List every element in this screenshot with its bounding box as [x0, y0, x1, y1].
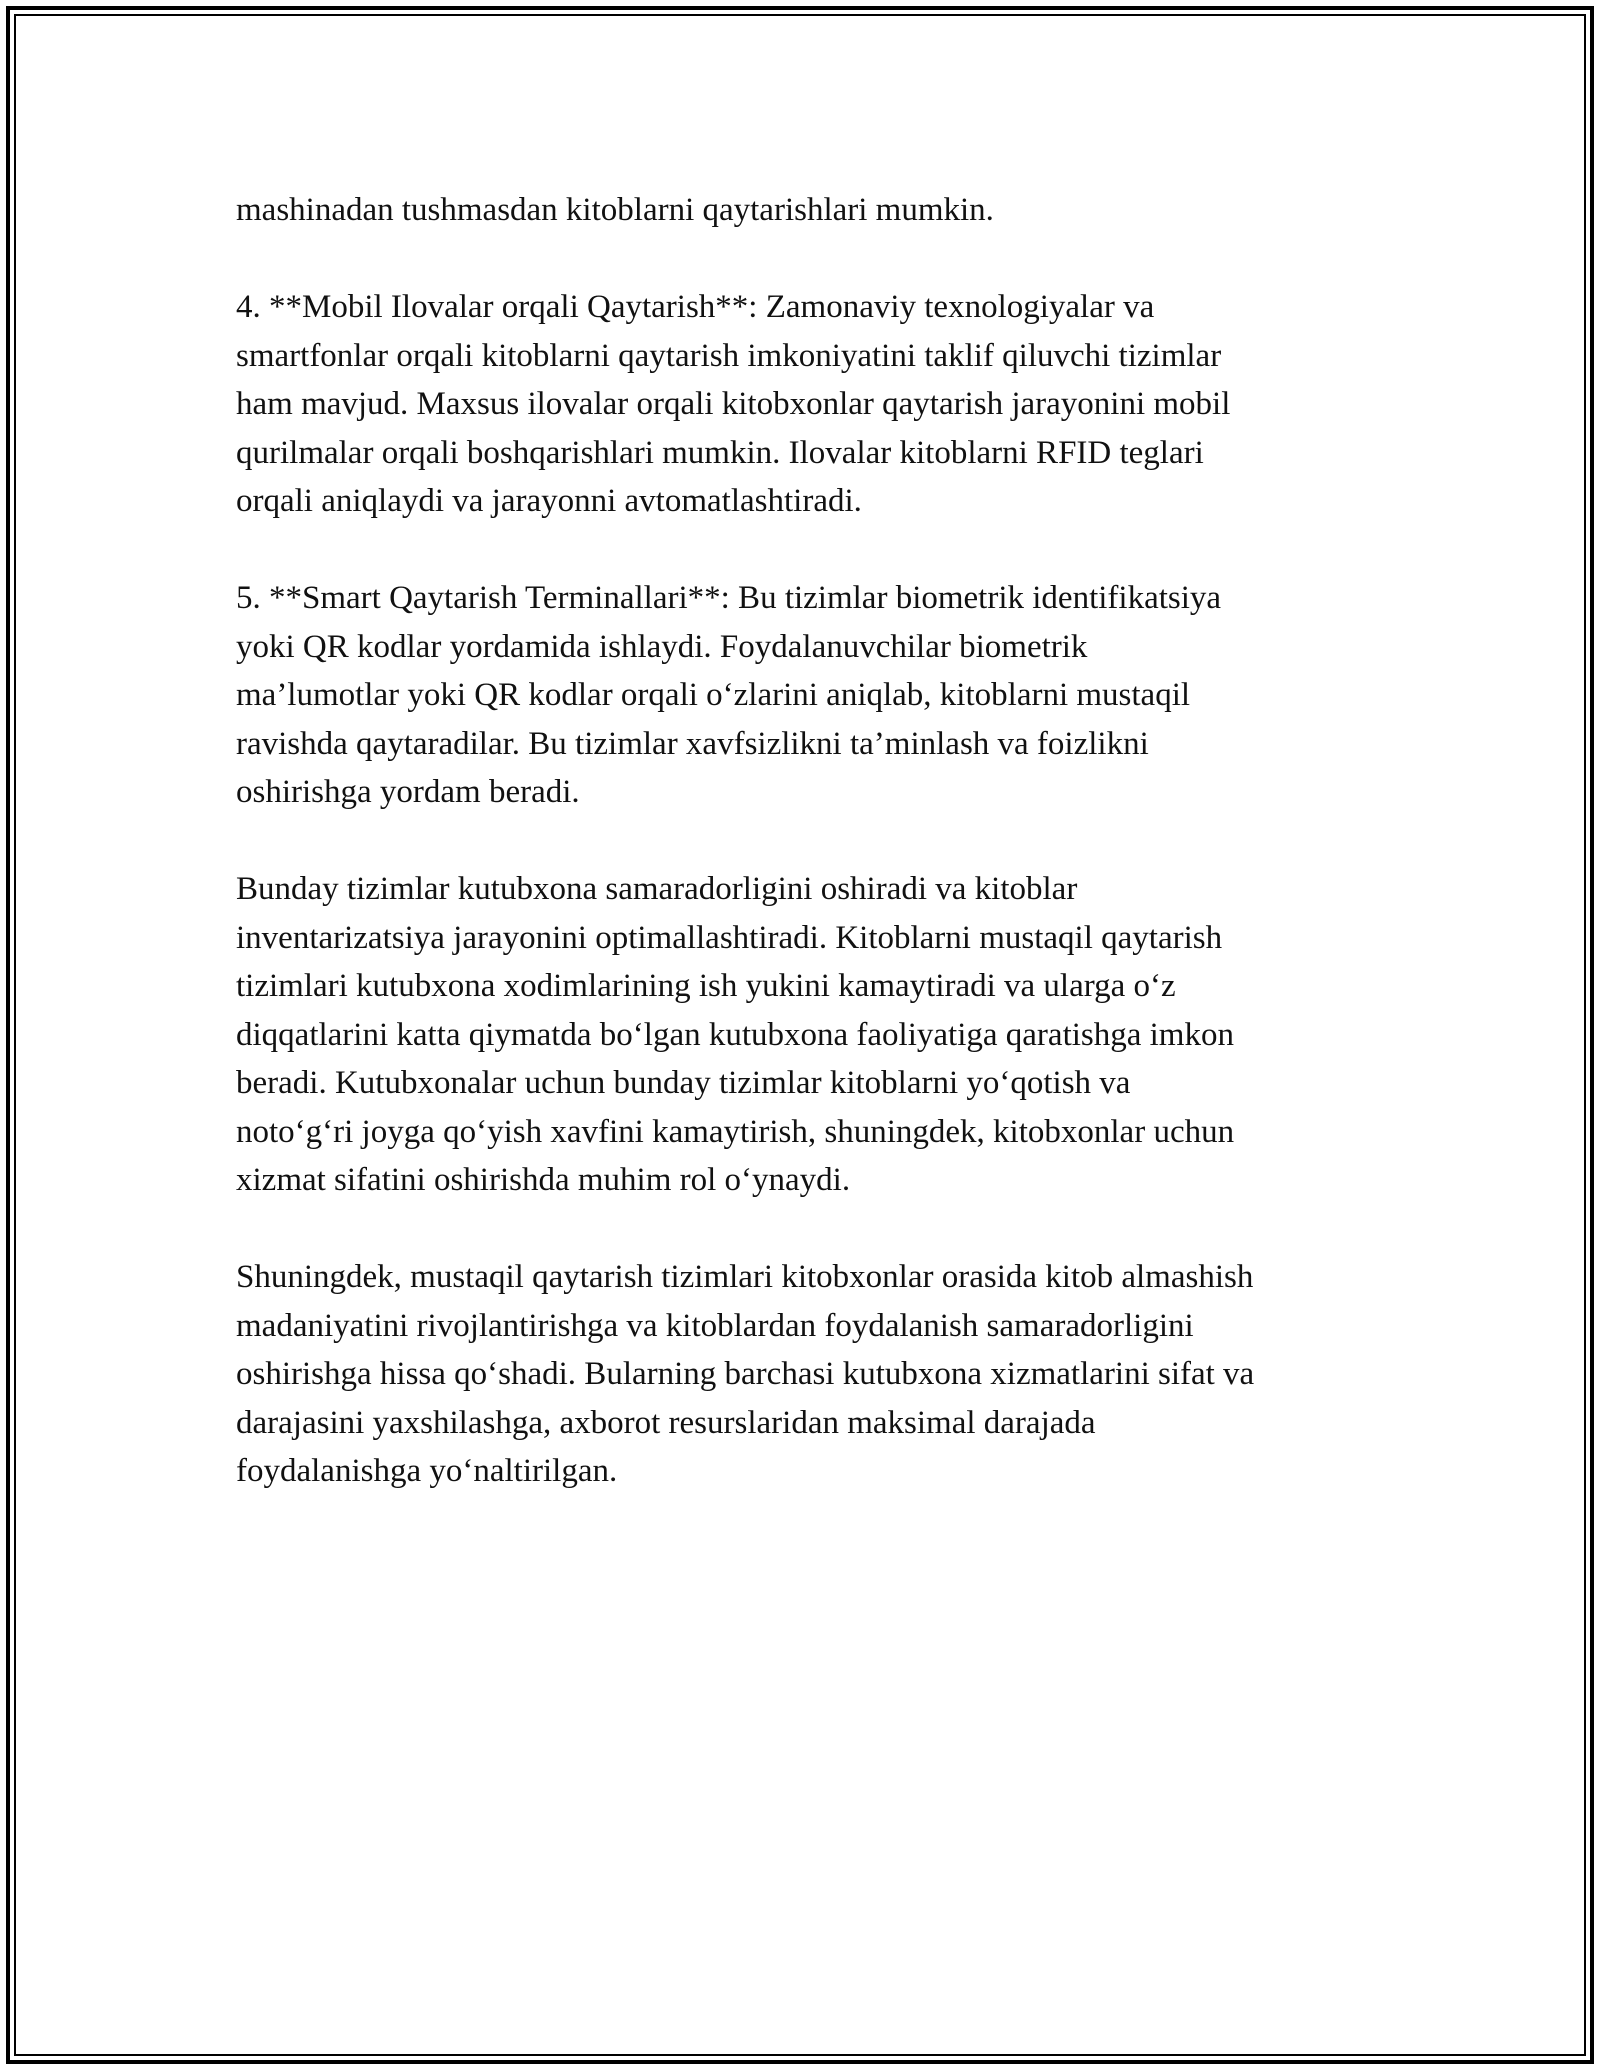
text-line: smartfonlar orqali kitoblarni qaytarish imkoniyatini taklif qiluvchi tizimlar — [236, 337, 1222, 374]
paragraph-conclusion — [236, 1253, 1386, 1496]
text-line: 4. **Mobil Ilovalar orqali Qaytarish**: Zamonaviy texnologiyalar va — [236, 289, 1155, 325]
text-line: darajasini yaxshilashga, axborot resurslaridan maksimal darajada — [236, 1404, 1096, 1441]
text-line: Shuningdek, mustaqil qaytarish tizimlari kitobxonlar orasida kitob almashish — [236, 1259, 1254, 1295]
text-line: ham mavjud. Maxsus ilovalar orqali kitobxonlar qaytarish jarayonini mobil — [236, 386, 1231, 422]
text-line: madaniyatini rivojlantirishga va kitoblardan foydalanish samaradorligini — [236, 1307, 1194, 1344]
text-line: mashinadan tushmasdan kitoblarni qaytarishlari mumkin. — [236, 192, 994, 228]
text-line: inventarizatsiya jarayonini optimallashtiradi. Kitoblarni mustaqil qaytarish — [236, 919, 1223, 956]
text-line: 5. **Smart Qaytarish Terminallari**: Bu tizimlar biometrik identifikatsiya — [236, 580, 1222, 616]
text-line: xizmat sifatini oshirishda muhim rol o‘ynaydi. — [236, 1162, 851, 1198]
text-line: orqali aniqlaydi va jarayonni avtomatlashtiradi. — [236, 483, 862, 519]
text-line: beradi. Kutubxonalar uchun bunday tizimlar kitoblarni yo‘qotish va — [236, 1065, 1131, 1101]
paragraph-continuation — [236, 186, 1386, 235]
text-line: tizimlari kutubxona xodimlarining ish yukini kamaytiradi va ularga o‘z — [236, 968, 1176, 1004]
text-line: ma’lumotlar yoki QR kodlar orqali o‘zlarini aniqlab, kitoblarni mustaqil — [236, 677, 1191, 713]
text-line: diqqatlarini katta qiymatda bo‘lgan kutubxona faoliyatiga qaratishga imkon — [236, 1016, 1234, 1053]
text-line: qurilmalar orqali boshqarishlari mumkin. Ilovalar kitoblarni RFID teglari — [236, 434, 1204, 471]
text-line: noto‘g‘ri joyga qo‘yish xavfini kamaytirish, shuningdek, kitobxonlar uchun — [236, 1113, 1235, 1150]
paragraph-mobile-apps — [236, 283, 1386, 526]
text-line: yoki QR kodlar yordamida ishlaydi. Foydalanuvchilar biometrik — [236, 628, 1088, 665]
text-line: foydalanishga yo‘naltirilgan. — [236, 1453, 618, 1489]
text-line: oshirishga yordam beradi. — [236, 774, 580, 810]
text-line: ravishda qaytaradilar. Bu tizimlar xavfsizlikni ta’minlash va foizlikni — [236, 725, 1149, 762]
text-line: oshirishga hissa qo‘shadi. Bularning barchasi kutubxona xizmatlarini sifat va — [236, 1356, 1255, 1392]
document-body — [236, 186, 1386, 1496]
paragraph-smart-terminals — [236, 574, 1386, 817]
text-line: Bunday tizimlar kutubxona samaradorligini oshiradi va kitoblar — [236, 871, 1078, 907]
paragraph-library-efficiency — [236, 865, 1386, 1205]
